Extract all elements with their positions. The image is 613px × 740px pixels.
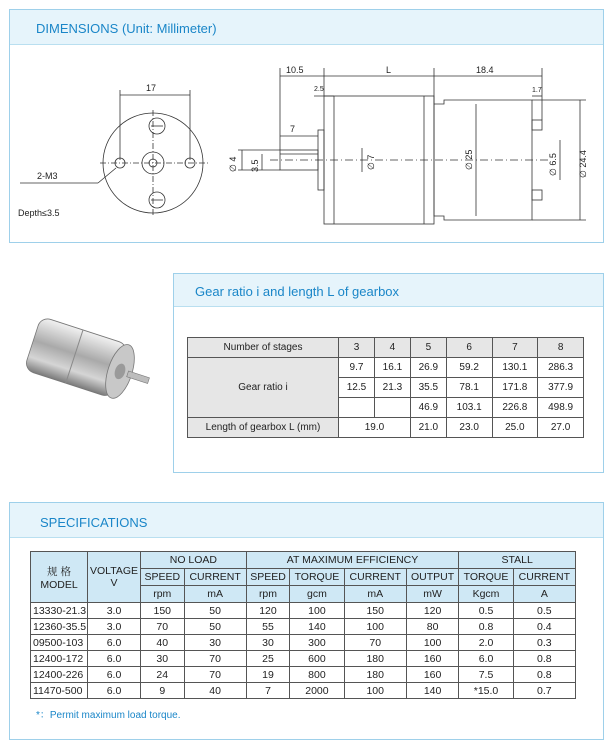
col-current: CURRENT xyxy=(344,569,406,586)
ratio-cell: 59.2 xyxy=(446,358,492,378)
spec-cell: 140 xyxy=(290,619,344,635)
model-cell: 09500-103 xyxy=(31,635,88,651)
model-cell: 12400-226 xyxy=(31,667,88,683)
spec-cell: 70 xyxy=(141,619,185,635)
spec-cell: 120 xyxy=(246,603,290,619)
spec-cell: 2000 xyxy=(290,683,344,699)
table-row xyxy=(31,603,576,619)
unit-gcm: gcm xyxy=(290,586,344,603)
ratio-cell: 12.5 xyxy=(339,378,375,398)
dimension-drawing xyxy=(0,0,613,245)
length-cell: 23.0 xyxy=(446,418,492,438)
ratio-cell xyxy=(374,398,410,418)
spec-cell: 100 xyxy=(344,619,406,635)
col-output: OUTPUT xyxy=(406,569,459,586)
spec-cell: 3.0 xyxy=(88,619,141,635)
stages-label: Number of stages xyxy=(188,338,339,358)
spec-cell: 6.0 xyxy=(88,635,141,651)
torque-footnote: *：Permit maximum load torque. xyxy=(36,710,181,721)
spec-cell: 0.5 xyxy=(513,603,575,619)
ratio-cell: 226.8 xyxy=(492,398,538,418)
spec-cell: 7.5 xyxy=(459,667,513,683)
model-cell: 12400-172 xyxy=(31,651,88,667)
model-cell: 11470-500 xyxy=(31,683,88,699)
model-cell: 12360-35.5 xyxy=(31,619,88,635)
spec-cell: 150 xyxy=(344,603,406,619)
stage-cell: 7 xyxy=(492,338,538,358)
table-row xyxy=(31,552,576,569)
ratio-cell xyxy=(339,398,375,418)
spec-cell: 0.5 xyxy=(459,603,513,619)
dim-2-5: 2.5 xyxy=(314,86,324,93)
spec-cell: 3.0 xyxy=(88,603,141,619)
ratio-label: Gear ratio i xyxy=(188,358,339,418)
gear-ratio-table xyxy=(187,337,584,438)
ratio-cell: 46.9 xyxy=(410,398,446,418)
dim-dia-6-5: ∅ 6.5 xyxy=(548,153,558,176)
motor-photo xyxy=(8,312,158,432)
unit-rpm: rpm xyxy=(246,586,290,603)
spec-cell: 6.0 xyxy=(88,651,141,667)
col-speed: SPEED xyxy=(246,569,290,586)
spec-cell: 6.0 xyxy=(88,683,141,699)
spec-cell: 50 xyxy=(184,619,246,635)
stall-header: STALL xyxy=(459,552,576,569)
unit-kgcm: Kgcm xyxy=(459,586,513,603)
ratio-cell: 35.5 xyxy=(410,378,446,398)
spec-cell: 40 xyxy=(184,683,246,699)
length-label: Length of gearbox L (mm) xyxy=(188,418,339,438)
ratio-cell: 286.3 xyxy=(538,358,584,378)
spec-cell: 160 xyxy=(406,667,459,683)
ratio-cell: 16.1 xyxy=(374,358,410,378)
dim-2-m3: 2-M3 xyxy=(37,171,58,181)
spec-cell: 30 xyxy=(184,635,246,651)
spec-cell: 140 xyxy=(406,683,459,699)
max-efficiency-header: AT MAXIMUM EFFICIENCY xyxy=(246,552,459,569)
spec-cell: 30 xyxy=(141,651,185,667)
table-row xyxy=(31,619,576,635)
ratio-cell: 103.1 xyxy=(446,398,492,418)
spec-cell: 2.0 xyxy=(459,635,513,651)
spec-cell: 180 xyxy=(344,667,406,683)
ratio-cell: 26.9 xyxy=(410,358,446,378)
spec-cell: 0.8 xyxy=(513,667,575,683)
spec-cell: 300 xyxy=(290,635,344,651)
dim-1-7: 1.7 xyxy=(532,87,542,94)
dim-L: L xyxy=(386,65,392,75)
spec-cell: 800 xyxy=(290,667,344,683)
specifications-table xyxy=(30,551,576,699)
spec-cell: 70 xyxy=(184,651,246,667)
model-cell: 13330-21.3 xyxy=(31,603,88,619)
table-row xyxy=(188,358,584,378)
spec-cell: 40 xyxy=(141,635,185,651)
spec-cell: 55 xyxy=(246,619,290,635)
col-torque: TORQUE xyxy=(459,569,513,586)
col-speed: SPEED xyxy=(141,569,185,586)
dim-dia-25: ∅ 25 xyxy=(464,149,474,170)
ratio-cell: 498.9 xyxy=(538,398,584,418)
dim-7: 7 xyxy=(290,124,296,134)
spec-cell: 0.3 xyxy=(513,635,575,651)
spec-cell: 0.8 xyxy=(513,651,575,667)
spec-cell: 70 xyxy=(344,635,406,651)
stage-cell: 6 xyxy=(446,338,492,358)
table-row xyxy=(31,635,576,651)
ratio-cell: 130.1 xyxy=(492,358,538,378)
ratio-cell: 377.9 xyxy=(538,378,584,398)
spec-cell: 120 xyxy=(406,603,459,619)
model-header-en: MODEL xyxy=(40,578,78,591)
voltage-header-label: VOLTAGE xyxy=(89,565,139,577)
dim-dia-4: ∅ 4 xyxy=(228,156,238,172)
spec-cell: 70 xyxy=(184,667,246,683)
spec-cell: 600 xyxy=(290,651,344,667)
unit-ma: mA xyxy=(344,586,406,603)
model-header-cn: 规 格 xyxy=(47,565,71,578)
spec-cell: 160 xyxy=(406,651,459,667)
spec-cell: 19 xyxy=(246,667,290,683)
spec-cell: 100 xyxy=(290,603,344,619)
spec-cell: 7 xyxy=(246,683,290,699)
spec-cell: 0.4 xyxy=(513,619,575,635)
dim-3-5: 3.5 xyxy=(250,159,260,172)
stage-cell: 4 xyxy=(374,338,410,358)
dim-18-4: 18.4 xyxy=(476,65,494,75)
stage-cell: 5 xyxy=(410,338,446,358)
spec-cell: 6.0 xyxy=(459,651,513,667)
unit-a: A xyxy=(513,586,575,603)
dim-10-5: 10.5 xyxy=(286,65,304,75)
table-row xyxy=(31,667,576,683)
dim-dia-24-4: ∅ 24.4 xyxy=(578,150,588,178)
spec-cell: 150 xyxy=(141,603,185,619)
gear-ratio-header xyxy=(174,274,603,307)
dim-17: 17 xyxy=(146,83,157,93)
gear-ratio-title: Gear ratio i and length L of gearbox xyxy=(195,284,400,299)
col-current: CURRENT xyxy=(513,569,575,586)
ratio-cell: 9.7 xyxy=(339,358,375,378)
length-cell: 21.0 xyxy=(410,418,446,438)
table-row xyxy=(188,338,584,358)
spec-cell: 100 xyxy=(406,635,459,651)
spec-cell: 0.8 xyxy=(459,619,513,635)
spec-cell: 25 xyxy=(246,651,290,667)
stage-cell: 3 xyxy=(339,338,375,358)
dim-dia-7: ∅ 7 xyxy=(366,154,376,170)
spec-cell: *15.0 xyxy=(459,683,513,699)
length-cell: 27.0 xyxy=(538,418,584,438)
model-header xyxy=(31,552,88,603)
spec-cell: 180 xyxy=(344,651,406,667)
spec-cell: 100 xyxy=(344,683,406,699)
spec-cell: 6.0 xyxy=(88,667,141,683)
spec-cell: 50 xyxy=(184,603,246,619)
unit-mw: mW xyxy=(406,586,459,603)
voltage-header xyxy=(88,552,141,603)
spec-cell: 30 xyxy=(246,635,290,651)
ratio-cell: 21.3 xyxy=(374,378,410,398)
col-current: CURRENT xyxy=(184,569,246,586)
spec-cell: 24 xyxy=(141,667,185,683)
no-load-header: NO LOAD xyxy=(141,552,247,569)
unit-rpm: rpm xyxy=(141,586,185,603)
table-row xyxy=(31,651,576,667)
spec-cell: 0.7 xyxy=(513,683,575,699)
specifications-title: SPECIFICATIONS xyxy=(40,515,148,530)
stage-cell: 8 xyxy=(538,338,584,358)
col-torque: TORQUE xyxy=(290,569,344,586)
dim-depth: Depth≤3.5 xyxy=(18,208,60,218)
table-row xyxy=(31,683,576,699)
specifications-header xyxy=(10,503,603,538)
length-cell: 19.0 xyxy=(339,418,411,438)
unit-ma: mA xyxy=(184,586,246,603)
voltage-header-unit: V xyxy=(110,577,118,589)
table-row xyxy=(188,418,584,438)
length-cell: 25.0 xyxy=(492,418,538,438)
spec-cell: 80 xyxy=(406,619,459,635)
dimensions-title: DIMENSIONS (Unit: Millimeter) xyxy=(36,21,217,36)
spec-cell: 9 xyxy=(141,683,185,699)
ratio-cell: 171.8 xyxy=(492,378,538,398)
ratio-cell: 78.1 xyxy=(446,378,492,398)
